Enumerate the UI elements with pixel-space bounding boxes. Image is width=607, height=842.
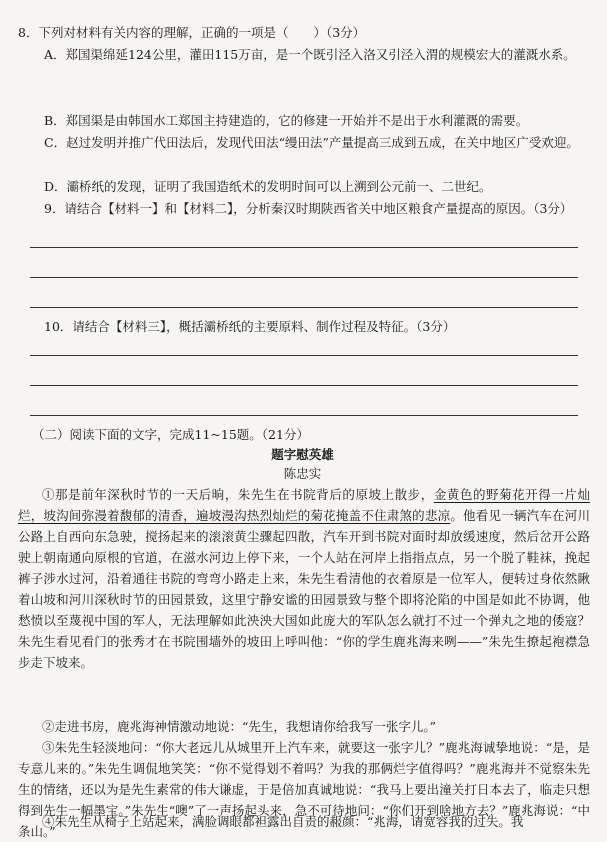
story-paragraph-2: ②走进书房，鹿兆海神情激动地说：“先生，我想请你给我写一张字儿。” — [42, 719, 437, 734]
q8-option-b: B．郑国渠是由韩国水工郑国主持建造的，它的修建一开始并不是出于水利灌溉的需要。 — [44, 113, 529, 128]
q8-option-c: C．赵过发明并推广代田法后，发现代田法“缦田法”产量提高三成到五成，在关中地区广受欢迎。 — [44, 135, 579, 150]
underlined-sentence: 金黄色的野菊花开得一片灿烂，坡沟间弥漫着馥郁的清香，遍坡漫沟热烈灿烂的菊花掩盖不住肃煞的悲凉 — [18, 487, 590, 523]
section-heading: （二）阅读下面的文字，完成11~15题。（21分） — [32, 427, 309, 442]
answer-line — [30, 307, 578, 308]
answer-line — [30, 385, 578, 386]
answer-line — [30, 415, 578, 416]
story-paragraph-4: ④朱先生从椅子上站起来，满脸调眼都袒露出自责的赧颜：“兆海，请宽容我的过失。我 — [42, 814, 524, 829]
story-paragraph-3: ③朱先生轻淡地问：“你大老远儿从城里开上汽车来，就要这一张字儿？”鹿兆海诚挚地说：“是，是专意儿来的。”朱先生调侃地笑笑：“你不觉得划不着吗？为我的那俩烂字值得吗？”鹿兆海并不觉察朱先生的情绪，还以为是先生素常的伟大谦虚，于是倍加真诚地说：“我马上要出潼关打日本去了，临走只想得到先生一幅墨宝。”朱先生“噢”了一声扬起头来，急不可待地问：“你们开到啥地方去？”鹿兆海说：“中条山。” — [18, 740, 590, 839]
story-author: 陈忠实 — [283, 466, 322, 481]
story-paragraph-1: ①那是前年深秋时节的一天后晌，朱先生在书院背后的原坡上散步，金黄色的野菊花开得一片灿烂，坡沟间弥漫着馥郁的清香，遍坡漫沟热烈灿烂的菊花掩盖不住肃煞的悲凉。他看见一辆汽车在河川公路上自西向东急驶，搅扬起来的滚滚黄尘骤起四散，汽车开到书院对面时却放缓速度，然后岔开公路驶上朝南通向原根的官道，在滋水河边上停下来，一个人站在河岸上指指点点，另一个脱了鞋袜，挽起裤子涉水过河，沿着通往书院的弯弯小路走上来，朱先生看清他的衣着原是一位军人，便转过身依然瞅着山坡和河川深秋时节的田园景致，这里宁静安谧的田园景致与整个即将沦陷的中国是如此不协调，他愁愤以至蔑视中国的军人，无法理解如此泱泱大国如此庞大的军队怎么就打不过一个弹丸之地的倭寇？朱先生看见看门的张秀才在书院围墙外的坡田上呼叫他：“你的学生鹿兆海来咧——”朱先生撩起袍襟急步走下坡来。 — [18, 487, 590, 670]
answer-line — [30, 277, 578, 278]
q10-stem: 10．请结合【材料三】，概括灞桥纸的主要原料、制作过程及特征。（3分） — [44, 319, 456, 334]
q8-option-a: A．郑国渠绵延124公里，灌田115万亩，是一个既引泾入洛又引泾入渭的规模宏大的灌溉水系。 — [44, 47, 576, 62]
answer-line — [30, 355, 578, 356]
q9-stem: 9．请结合【材料一】和【材料二】，分析秦汉时期陕西省关中地区粮食产量提高的原因。（3分） — [44, 201, 573, 216]
q8-option-d: D．灞桥纸的发现，证明了我国造纸术的发明时间可以上溯到公元前一、二世纪。 — [44, 179, 492, 194]
q8-stem: 8．下列对材料有关内容的理解，正确的一项是（ ）（3分） — [18, 25, 366, 40]
story-title: 题字慰英雄 — [271, 447, 334, 462]
answer-line — [30, 247, 578, 248]
